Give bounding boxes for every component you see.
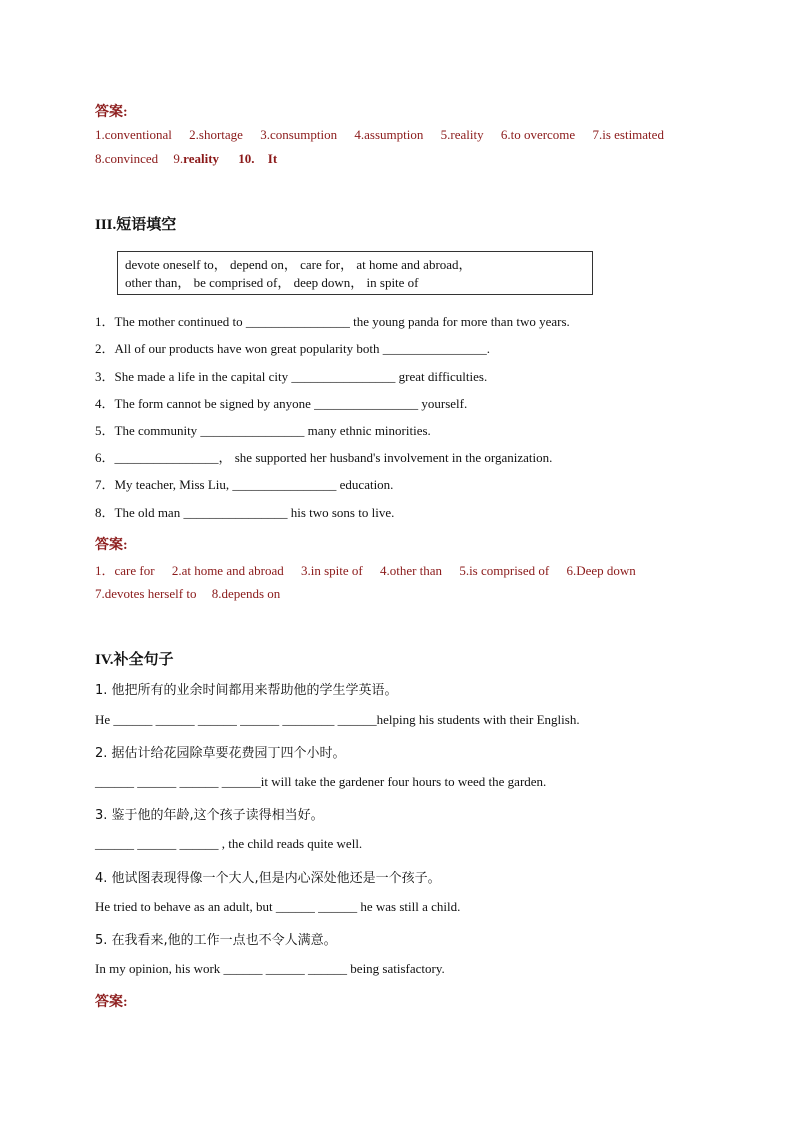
answer-item: 8.depends on — [211, 586, 281, 601]
answer-item: 3.consumption — [260, 127, 338, 142]
phrase-box — [117, 251, 593, 295]
answer-item: 6.Deep down — [566, 563, 636, 578]
phrase-box-line: devote oneself to， depend on， care for， at home and abroad， — [125, 257, 472, 272]
section-title: IV.补全句子 — [95, 652, 174, 668]
answer-item: 1．care for — [95, 563, 155, 578]
answer-item: 7.is estimated — [592, 127, 664, 142]
answer-item: It — [267, 151, 278, 166]
question: 1．The mother continued to ________________ the young panda for more than two years. — [95, 314, 570, 329]
answer-item: 4.other than — [379, 563, 443, 578]
question: 2．All of our products have won great popularity both ________________. — [95, 341, 490, 356]
chinese-prompt: 2. 据估计给花园除草要花费园丁四个小时。 — [95, 746, 346, 761]
answer-item: 2.at home and abroad — [171, 563, 284, 578]
answer-label: 答案: — [95, 995, 128, 1010]
fill-sentence: He ______ ______ ______ ______ ________ ______helping his students with their English. — [95, 712, 580, 727]
answer-line — [95, 560, 636, 579]
answer-item: 4.assumption — [354, 127, 424, 142]
fill-sentence: In my opinion, his work ______ ______ ______ being satisfactory. — [95, 961, 445, 976]
question: 3．She made a life in the capital city ________________ great difficulties. — [95, 369, 488, 384]
chinese-prompt: 4. 他试图表现得像一个大人,但是内心深处他还是一个孩子。 — [95, 871, 441, 886]
answer-item: 5.is comprised of — [459, 563, 550, 578]
fill-sentence: ______ ______ ______ ______it will take the gardener four hours to weed the garden. — [95, 774, 547, 789]
question: 7．My teacher, Miss Liu, ________________ education. — [95, 477, 394, 492]
answer-line — [95, 127, 664, 143]
answer-item: 7.devotes herself to — [95, 586, 197, 601]
question: 4．The form cannot be signed by anyone ________________ yourself. — [95, 396, 468, 411]
question: 5．The community ________________ many ethnic minorities. — [95, 423, 431, 438]
answer-item: 1.conventional — [95, 127, 172, 142]
answer-item: 9. — [173, 151, 184, 166]
question: 6．________________， she supported her husband's involvement in the organization. — [95, 450, 553, 465]
answer-item: 5.reality — [440, 127, 484, 142]
fill-sentence: ______ ______ ______ , the child reads quite well. — [95, 836, 363, 851]
chinese-prompt: 3. 鉴于他的年龄,这个孩子读得相当好。 — [95, 808, 324, 823]
phrase-box-line: other than， be comprised of， deep down， in spite of — [125, 275, 419, 290]
answer-item: 8.convinced — [95, 151, 159, 166]
chinese-prompt: 1. 他把所有的业余时间都用来帮助他的学生学英语。 — [95, 683, 398, 698]
answer-item: 10. — [238, 151, 255, 166]
answer-item: 3.in spite of — [300, 563, 363, 578]
fill-sentence: He tried to behave as an adult, but ______ ______ he was still a child. — [95, 899, 461, 914]
answer-item: 2.shortage — [189, 127, 243, 142]
section-title: III.短语填空 — [95, 217, 177, 233]
answer-line — [95, 151, 277, 167]
answer-line — [95, 586, 280, 602]
answer-item: reality — [183, 151, 220, 166]
question: 8．The old man ________________ his two sons to live. — [95, 505, 395, 520]
chinese-prompt: 5. 在我看来,他的工作一点也不令人满意。 — [95, 933, 337, 948]
answer-label: 答案: — [95, 105, 128, 120]
answer-label: 答案: — [95, 538, 128, 553]
answer-item: 6.to overcome — [500, 127, 576, 142]
